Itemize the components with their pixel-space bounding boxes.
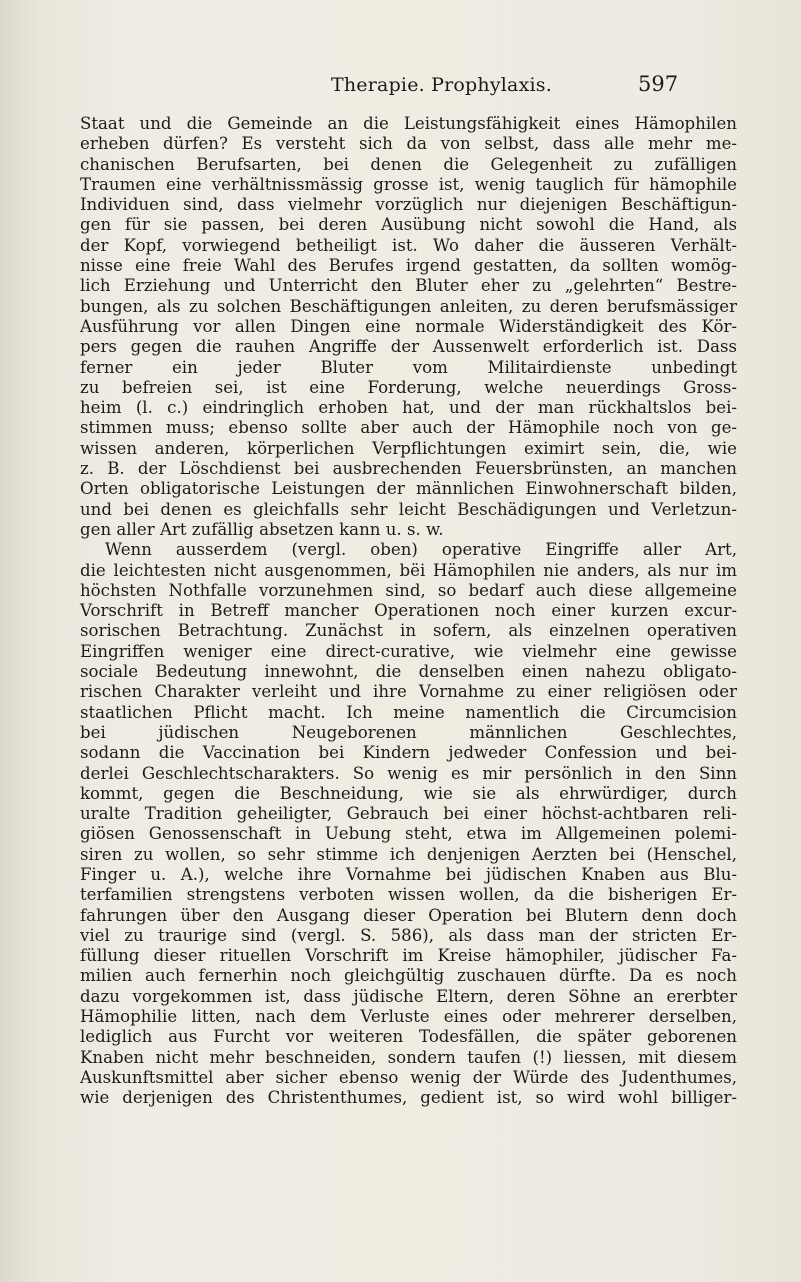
text-line: giösen Genossenschaft in Uebung steht, etwa im Allgemeinen polemi-	[80, 824, 737, 844]
text-line: siren zu wollen, so sehr stimme ich denjenigen Aerzten bei (Henschel,	[80, 844, 737, 864]
running-title: Therapie. Prophylaxis.	[331, 74, 552, 96]
text-line: Staat und die Gemeinde an die Leistungsfähigkeit eines Hämophilen	[80, 114, 737, 133]
text-line: sorischen Betrachtung. Zunächst in sofern, als einzelnen operativen	[80, 621, 737, 641]
text-line: uralte Tradition geheiligter, Gebrauch bei einer höchst-achtbaren reli-	[80, 804, 737, 824]
text-line: erheben dürfen? Es versteht sich da von selbst, dass alle mehr me-	[80, 134, 737, 154]
text-line: lediglich aus Furcht vor weiteren Todesfällen, die später geborenen	[80, 1027, 737, 1047]
text-line: pers gegen die rauhen Angriffe der Aussenwelt erforderlich ist. Dass	[80, 337, 737, 357]
text-line: stimmen muss; ebenso sollte aber auch der Hämophile noch von ge-	[80, 418, 737, 438]
text-line: staatlichen Pflicht macht. Ich meine namentlich die Circumcision	[80, 702, 737, 722]
text-line: fahrungen über den Ausgang dieser Operation bei Blutern denn doch	[80, 905, 737, 925]
text-line: bungen, als zu solchen Beschäftigungen anleiten, zu deren berufsmässiger	[80, 296, 737, 316]
text-line: der Kopf, vorwiegend betheiligt ist. Wo daher die äusseren Verhält-	[80, 235, 737, 255]
text-line: z. B. der Löschdienst bei ausbrechenden Feuersbrünsten, an manchen	[80, 459, 737, 479]
text-line: gen aller Art zufällig absetzen kann u. s. w.	[80, 519, 444, 539]
text-line: sodann die Vaccination bei Kindern jedweder Confession und bei-	[80, 743, 737, 763]
text-line: milien auch fernerhin noch gleichgültig zuschauen dürfte. Da es noch	[80, 966, 737, 986]
text-line: Finger u. A.), welche ihre Vornahme bei jüdischen Knaben aus Blu-	[80, 864, 737, 884]
text-line: Hämophilie litten, nach dem Verluste eines oder mehrerer derselben,	[80, 1007, 737, 1027]
text-line: Vorschrift in Betreff mancher Operationen noch einer kurzen excur-	[80, 601, 737, 621]
text-line: lich Erziehung und Unterricht den Bluter eher zu „gelehrten“ Bestre-	[80, 276, 737, 296]
text-line: dazu vorgekommen ist, dass jüdische Eltern, deren Söhne an ererbter	[80, 986, 737, 1006]
text-line: Individuen sind, dass vielmehr vorzüglich nur diejenigen Beschäftigun-	[80, 195, 737, 215]
text-line: Traumen eine verhältnissmässig grosse ist, wenig tauglich für hämophile	[80, 174, 737, 194]
text-line: füllung dieser rituellen Vorschrift im Kreise hämophiler, jüdischer Fa-	[80, 946, 737, 966]
text-line: sociale Bedeutung innewohnt, die denselben einen nahezu obligato-	[80, 662, 737, 682]
text-line: wie derjenigen des Christenthumes, gedient ist, so wird wohl billiger-	[80, 1088, 737, 1108]
text-line: Knaben nicht mehr beschneiden, sondern taufen (!) liessen, mit diesem	[80, 1047, 737, 1067]
text-line: Orten obligatorische Leistungen der männlichen Einwohnerschaft bilden,	[80, 479, 737, 499]
text-line: kommt, gegen die Beschneidung, wie sie als ehrwürdiger, durch	[80, 783, 737, 803]
page-number: 597	[638, 72, 679, 96]
body-text	[80, 114, 737, 1109]
text-line: Wenn ausserdem (vergl. oben) operative Eingriffe aller Art,	[105, 540, 737, 560]
text-line: rischen Charakter verleiht und ihre Vornahme zu einer religiösen oder	[80, 682, 737, 702]
text-line: terfamilien strengstens verboten wissen wollen, da die bisherigen Er-	[80, 885, 737, 905]
text-line: wissen anderen, körperlichen Verpflichtungen eximirt sein, die, wie	[80, 438, 737, 458]
text-line: viel zu traurige sind (vergl. S. 586), als dass man der stricten Er-	[80, 925, 737, 945]
text-line: chanischen Berufsarten, bei denen die Gelegenheit zu zufälligen	[80, 154, 737, 174]
text-line: derlei Geschlechtscharakters. So wenig es mir persönlich in den Sinn	[80, 763, 737, 783]
text-line: bei jüdischen Neugeborenen männlichen Geschlechtes,	[80, 722, 737, 742]
text-line: und bei denen es gleichfalls sehr leicht Beschädigungen und Verletzun-	[80, 499, 737, 519]
text-line: höchsten Nothfalle vorzunehmen sind, so bedarf auch diese allgemeine	[80, 580, 737, 600]
page-header	[0, 74, 801, 104]
text-line: Ausführung vor allen Dingen eine normale Widerständigkeit des Kör-	[80, 316, 737, 336]
text-line: gen für sie passen, bei deren Ausübung nicht sowohl die Hand, als	[80, 215, 737, 235]
text-line: Eingriffen weniger eine direct-curative, wie vielmehr eine gewisse	[80, 641, 737, 661]
text-line: nisse eine freie Wahl des Berufes irgend gestatten, da sollten womög-	[80, 256, 737, 276]
text-line: die leichtesten nicht ausgenommen, bëi Hämophilen nie anders, als nur im	[80, 560, 737, 580]
text-line: zu befreien sei, ist eine Forderung, welche neuerdings Gross-	[80, 377, 737, 397]
text-line: Auskunftsmittel aber sicher ebenso wenig der Würde des Judenthumes,	[80, 1067, 737, 1087]
text-line: ferner ein jeder Bluter vom Militairdienste unbedingt	[80, 357, 737, 377]
text-line: heim (l. c.) eindringlich erhoben hat, und der man rückhaltslos bei-	[80, 398, 737, 418]
